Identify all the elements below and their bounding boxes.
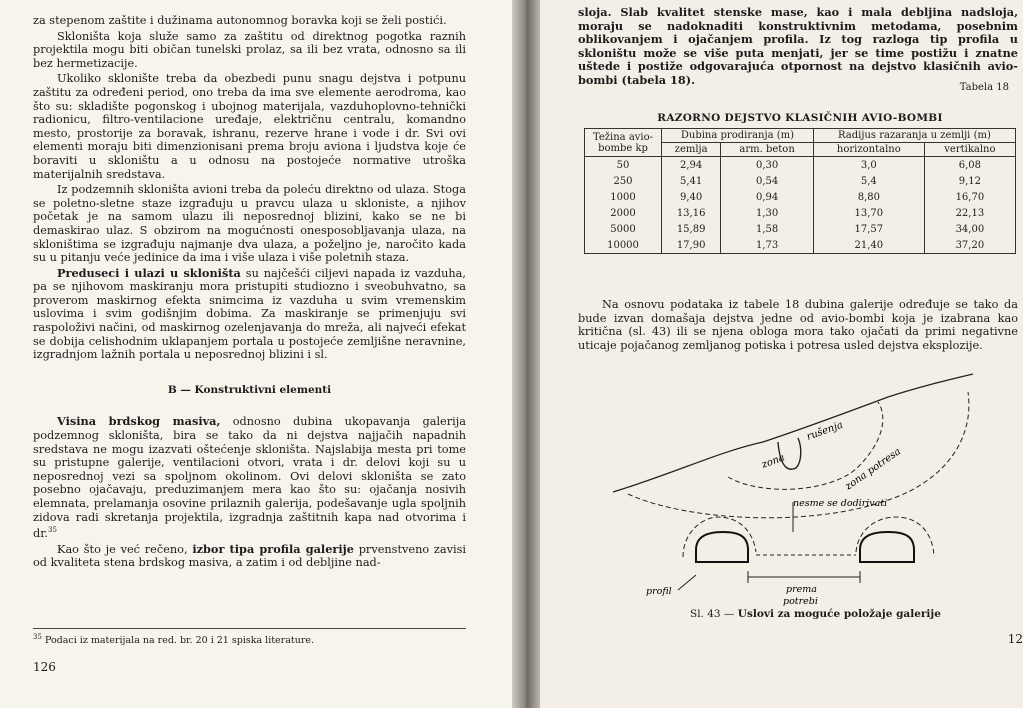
bomb-effects-table — [584, 128, 1016, 254]
paragraph-7-lead: Kao što je već rečeno, — [57, 542, 193, 556]
paragraph-6 — [33, 415, 466, 540]
table-cell: 5,41 — [662, 173, 721, 189]
table-number: Tabela 18 — [959, 82, 1009, 93]
table-row — [585, 205, 1016, 221]
table-cell: 8,80 — [813, 189, 924, 205]
table-row — [585, 189, 1016, 205]
table-cell: 17,90 — [662, 237, 721, 254]
bold-phrase: izbor tipa profila galerije — [192, 541, 354, 556]
table-cell: 5,4 — [813, 173, 924, 189]
th-vertical: vertikalno — [924, 143, 1015, 157]
table-cell: 22,13 — [924, 205, 1015, 221]
caption-number: Sl. 43 — — [690, 608, 735, 620]
footnote-text: Podaci iz materijala na red. br. 20 i 21 spiska literature. — [41, 635, 315, 647]
table-cell: 34,00 — [924, 221, 1015, 237]
table-cell: 37,20 — [924, 237, 1015, 254]
table-cell: 3,0 — [813, 157, 924, 174]
profile-leader-line — [678, 575, 696, 590]
right-gallery-profile — [860, 532, 914, 562]
paragraph-2: Skloništa koja služe samo za zaštitu od direktnog pogotka raznih projektila mogu biti običan tunelski prolaz, sa ili bez vrata, odnosno sa ili bez hermetizacije. — [33, 29, 466, 70]
bold-lead-2: Visina brdskog masiva, — [57, 414, 221, 429]
page-number-right: 12 — [1007, 632, 1023, 646]
right-text-mid — [578, 298, 1018, 354]
label-nesme: nesme se dodirivati — [793, 498, 888, 509]
label-zona-potresa: zona potresa — [843, 446, 904, 493]
table-cell: 50 — [585, 157, 662, 174]
left-text-column — [33, 14, 466, 572]
th-concrete: arm. beton — [721, 143, 814, 157]
footnote-ref: 35 — [47, 526, 57, 535]
paragraph-7 — [33, 543, 466, 570]
table-cell: 1000 — [585, 189, 662, 205]
table-cell: 13,16 — [662, 205, 721, 221]
table-row — [585, 237, 1016, 254]
paragraph-5 — [33, 267, 466, 362]
table-cell: 9,40 — [662, 189, 721, 205]
table-cell: 15,89 — [662, 221, 721, 237]
table-row — [585, 173, 1016, 189]
label-potrebi: potrebi — [783, 596, 818, 607]
table-cell: 0,94 — [721, 189, 814, 205]
th-radius: Radijus razaranja u zemlji (m) — [813, 129, 1015, 143]
left-gallery-profile — [696, 532, 748, 562]
table-cell: 1,58 — [721, 221, 814, 237]
paragraph-4: Iz podzemnih skloništa avioni treba da poleću direktno od ulaza. Stoga se poletno-sletne staze izgrađuju u pravcu ulaza u skloniste, a njihov početak je na samom ulazu ili neposrednoj blizini, kako se ne bi demaskirao ulaz. S obzirom na mogućnosti onesposobljavanja ulaza, na skloništima se izgrađuju najmanje dva ulaza, a poželjno je, naročito kada su u pitanju veće jedinice da ima i više ulaza i više poletnih staza. — [33, 183, 466, 265]
table-cell: 5000 — [585, 221, 662, 237]
right-page — [540, 0, 1023, 708]
book-gutter — [512, 0, 540, 708]
table-cell: 0,30 — [721, 157, 814, 174]
table-title: RAZORNO DEJSTVO KLASIČNIH AVIO-BOMBI — [657, 112, 943, 124]
right-paragraph-2: Na osnovu podataka iz tabele 18 dubina galerije određuje se tako da bude izvan domašaja dejstva jedne od avio-bombi koja je izabrana kao kritična (sl. 43) ili se njena obloga mora tako ojačati da primi negativne uticaje pojačanog zemljanog potiska i potresa usled dejstva eksplozije. — [578, 298, 1018, 352]
caption-text: Uslovi za moguće položaje galerije — [737, 608, 941, 620]
bold-lead: Preduseci i ulazi u skloništa — [57, 265, 241, 280]
label-profil: profil — [646, 586, 672, 597]
table-cell: 13,70 — [813, 205, 924, 221]
table-cell: 2000 — [585, 205, 662, 221]
page-number-left: 126 — [33, 660, 56, 674]
table-cell: 9,12 — [924, 173, 1015, 189]
paragraph-3: Ukoliko sklonište treba da obezbedi punu snagu dejstva i potpunu zaštitu za određeni period, ono treba da ima sve elemente aerodroma, kao što su: skladište pogonskog i ubojnog materijala, vazduhoplovno-tehnički radionicu, filtro-ventilacione uređaje, električnu centralu, komandno mesto, prostorije za boravak, ishranu, rezerve hrane i vode i dr. Svi ovi elementi moraju biti dimenzionisani prema broju aviona i ljudstva koje će boraviti u skloništu a u odnosu na postojeće normative utroška materijalnih sredstava. — [33, 72, 466, 181]
table-cell: 1,30 — [721, 205, 814, 221]
table-cell: 16,70 — [924, 189, 1015, 205]
section-heading: B — Konstruktivni elementi — [167, 383, 332, 396]
table-cell: 21,40 — [813, 237, 924, 254]
terrain-line — [613, 374, 973, 492]
table-cell: 0,54 — [721, 173, 814, 189]
table-cell: 6,08 — [924, 157, 1015, 174]
label-zona: zona — [760, 452, 787, 471]
table-row — [585, 157, 1016, 174]
th-soil: zemlja — [662, 143, 721, 157]
right-text-top — [578, 6, 1018, 90]
table-row — [585, 221, 1016, 237]
th-weight: Težina avio-bombe kp — [585, 129, 662, 157]
th-horizontal: horizontalno — [813, 143, 924, 157]
gallery-position-diagram — [588, 372, 1018, 617]
footnote — [33, 628, 466, 646]
table-cell: 1,73 — [721, 237, 814, 254]
table-cell: 17,57 — [813, 221, 924, 237]
footnote-number: 35 — [33, 633, 42, 641]
right-paragraph-1: sloja. Slab kvalitet stenske mase, kao i mala debljina nadsloja, moraju se nadoknaditi konstruktivnim metodama, posebnim oblikovanjem i ojačanjem profila. Iz tog razloga tip profila u skloništu može se više puta menjati, jer se time postižu i znatne uštede i postiže odgovarajuća otpornost na dejstvo klasičnih avio-bombi (tabela 18). — [578, 5, 1018, 87]
figure-caption — [690, 608, 941, 620]
paragraph-6-text: odnosno dubina ukopavanja galerija podzemnog skloništa, bira se tako da ni dejstva najjačih napadnih sredstava ne mogu izazvati oštećenje skloništa. Najslabija mesta pri tome su pristupne galerije, ventilacioni otvori, vrata i dr. delovi koji su u neposrednoj vezi sa spoljnom okolinom. Ovi delovi skloništa se zato posebno ojačavaju, preduzimanjem mera kao što su: ojačanja nosivih elemnata, prelamanja osovine prilaznih galerija, podešavanje ugla spoljnih zidova radi skretanja projektila, izgradnja zaštitnih kapa nad otvorima i dr. — [33, 415, 466, 540]
paragraph-7-text: prvenstveno zavisi od kvaliteta stena brdskog masiva, a zatim i od debljine nad- — [33, 542, 467, 570]
table-cell: 10000 — [585, 237, 662, 254]
paragraph-1: za stepenom zaštite i dužinama autonomnog boravka koji se želi postići. — [33, 14, 447, 27]
th-depth: Dubina prodiranja (m) — [662, 129, 814, 143]
table-cell: 2,94 — [662, 157, 721, 174]
paragraph-5-text: su najčešći ciljevi napada iz vazduha, pa se njihovom maskiranju mora pristupiti studiozno i sveobuhvatno, sa proverom maskirnog efekta snimcima iz vazduha u svim vremenskim uslovima i svim godišnjim dobima. Za maskiranje se primenjuju svi raspoloživi načini, od maskirnog ozelenjavanja do mreža, ali najveći efekat se dobija celishodnim uklapanjem portala u postojeće zemljišne neravnine, izgradnjom lažnih portala u neposrednoj blizini i sl. — [33, 266, 466, 362]
label-rusenja: rušenja — [805, 419, 845, 443]
table-cell: 250 — [585, 173, 662, 189]
label-prema: prema — [786, 584, 817, 595]
